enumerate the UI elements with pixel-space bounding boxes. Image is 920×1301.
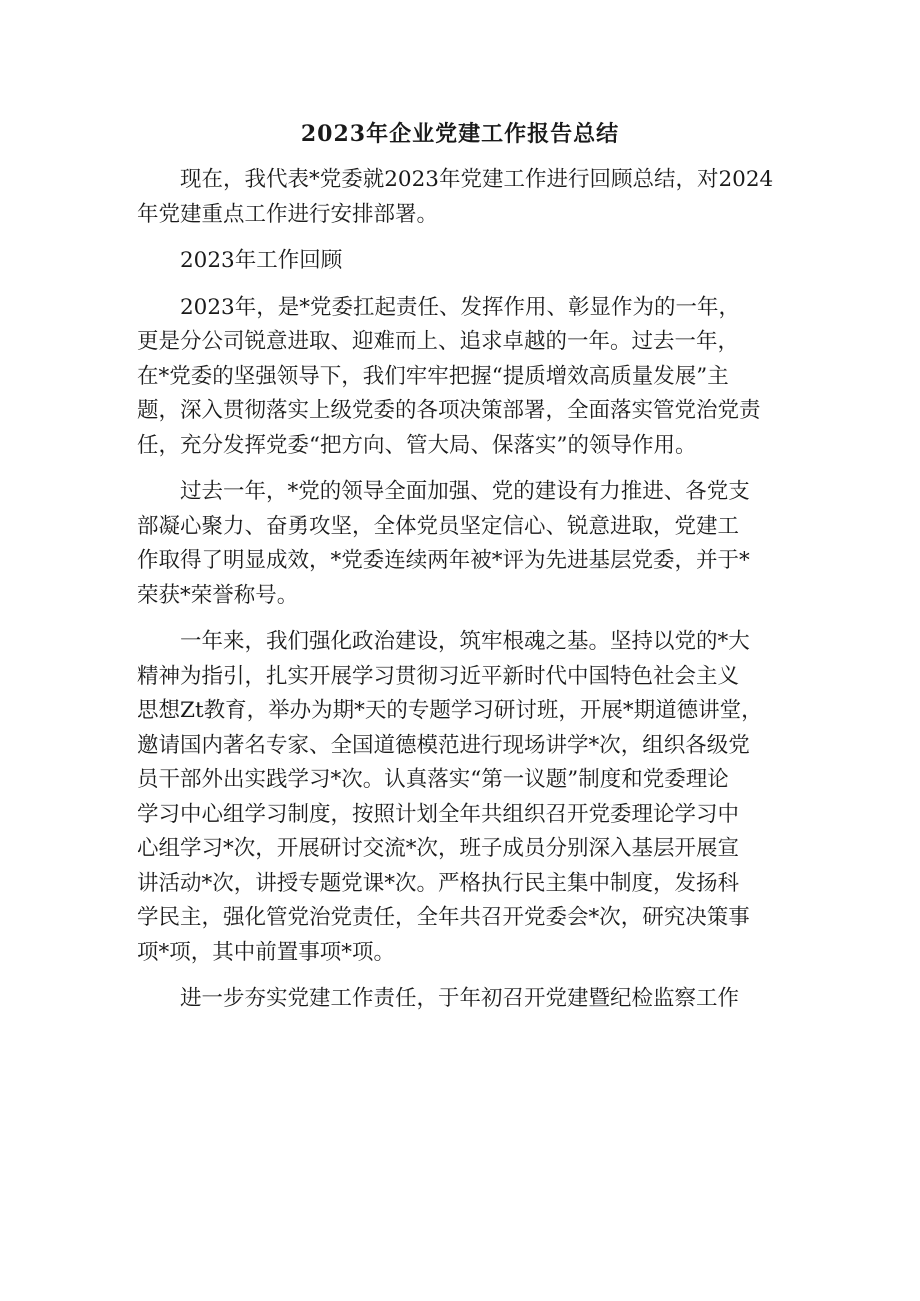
section-heading-review: 2023年工作回顾 [180, 248, 343, 273]
paragraph-year-summary: 2023年，是*党委扛起责任、发挥作用、彰显作为的一年， 更是分公司锐意进取、迎难而上、追求卓越的一年。过去一年， 在*党委的坚强领导下，我们牢牢把握“提质增效高质量发展”主 题，深入贯彻落实上级党委的各项决策部署，全面落实管党治党责 任，充分发挥党委“把方向、管大局、保落实”的领导作用。 [137, 294, 761, 458]
paragraph-political-building: 一年来，我们强化政治建设，筑牢根魂之基。坚持以党的*大 精神为指引，扎实开展学习贯彻习近平新时代中国特色社会主义 思想Zt教育，举办为期*天的专题学习研讨班，开展*期道德讲堂， 邀请国内著名专家、全国道德模范进行现场讲学*次，组织各级党 员干部外出实践学习*次。认真落实“第一议题”制度和党委理论 学习中心组学习制度，按照计划全年共组织召开党委理论学习中 心组学习*次，开展研讨交流*次，班子成员分别深入基层开展宣 讲活动*次，讲授专题党课*次。严格执行民主集中制度，发扬科 学民主，强化管党治党责任，全年共召开党委会*次，研究决策事 项*项，其中前置事项*项。 [137, 629, 763, 965]
paragraph-responsibility: 进一步夯实党建工作责任，于年初召开党建暨纪检监察工作 [180, 986, 740, 1011]
paragraph-achievements: 过去一年，*党的领导全面加强、党的建设有力推进、各党支 部凝心聚力、奋勇攻坚，全体党员坚定信心、锐意进取，党建工 作取得了明显成效，*党委连续两年被*评为先进基层党委，并于* 荣获*荣誉称号。 [137, 479, 750, 608]
document-body [137, 163, 801, 1017]
document-title: 2023年企业党建工作报告总结 [300, 121, 620, 147]
paragraph-intro: 现在，我代表*党委就2023年党建工作进行回顾总结，对2024 年党建重点工作进行安排部署。 [137, 167, 774, 227]
